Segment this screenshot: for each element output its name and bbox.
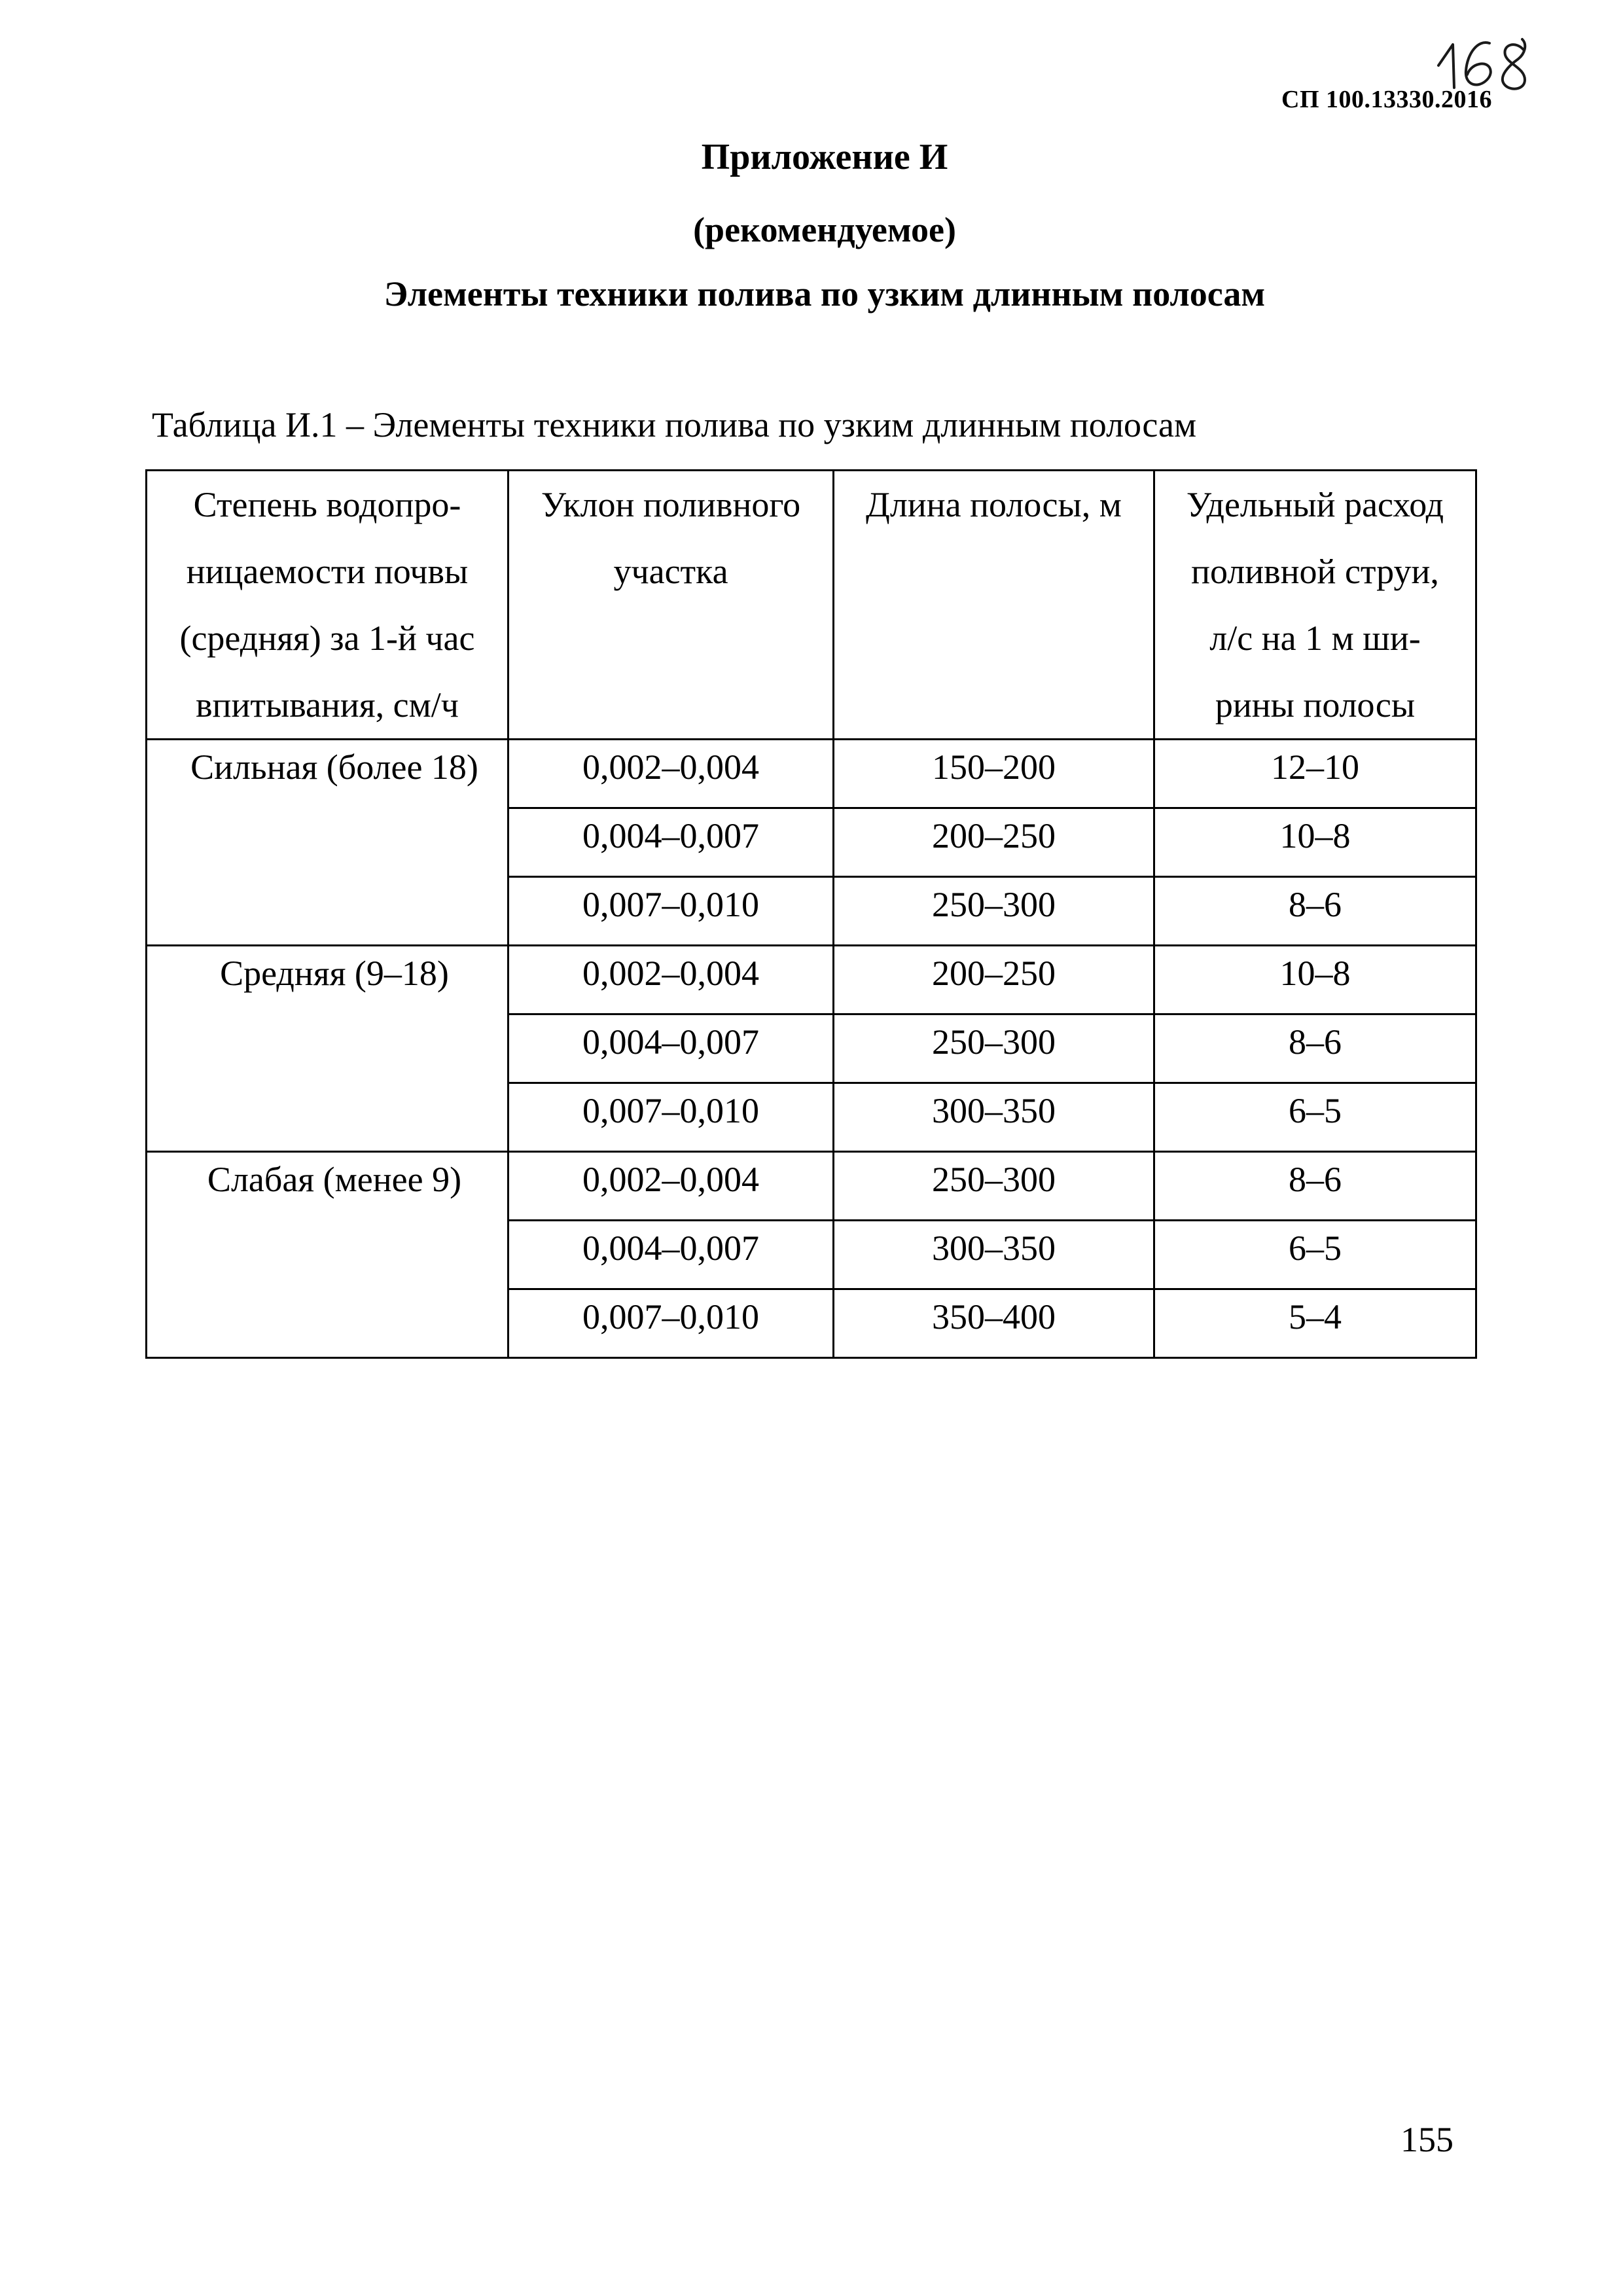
- length-cell: 300–350: [834, 1083, 1154, 1152]
- header-slope: [508, 471, 834, 740]
- slope-cell: 0,004–0,007: [508, 1014, 834, 1083]
- flow-cell: 8–6: [1154, 1152, 1476, 1221]
- length-cell: 150–200: [834, 740, 1154, 808]
- flow-cell: 6–5: [1154, 1221, 1476, 1289]
- flow-cell: 10–8: [1154, 808, 1476, 877]
- appendix-subject: Элементы техники полива по узким длинным полосам: [383, 274, 1266, 314]
- irrigation-table: [145, 469, 1477, 1359]
- table-header-row: [147, 471, 1476, 740]
- group-label-strong: Сильная (более 18): [147, 740, 508, 946]
- page-number: 155: [1400, 2120, 1454, 2159]
- flow-cell: 5–4: [1154, 1289, 1476, 1358]
- header-text: участка: [613, 552, 728, 591]
- slope-cell: 0,007–0,010: [508, 1289, 834, 1358]
- header-text: Уклон поливного: [541, 485, 801, 524]
- header-text: (средняя) за 1-й час: [179, 619, 475, 658]
- header-text: Удельный расход: [1186, 485, 1444, 524]
- flow-cell: 10–8: [1154, 946, 1476, 1014]
- length-cell: 200–250: [834, 946, 1154, 1014]
- header-text: поливной струи,: [1191, 552, 1439, 591]
- slope-cell: 0,002–0,004: [508, 740, 834, 808]
- table-caption: Таблица И.1 – Элементы техники полива по узким длинным полосам: [152, 405, 1197, 444]
- flow-cell: 12–10: [1154, 740, 1476, 808]
- header-text: Степень водопро-: [193, 485, 461, 524]
- length-cell: 250–300: [834, 877, 1154, 946]
- header-text: л/с на 1 м ши-: [1209, 619, 1421, 658]
- slope-cell: 0,002–0,004: [508, 946, 834, 1014]
- appendix-title: Приложение И: [701, 137, 948, 177]
- slope-cell: 0,007–0,010: [508, 1083, 834, 1152]
- header-text: Длина полосы, м: [866, 485, 1122, 524]
- header-permeability: [147, 471, 508, 740]
- table-row: [147, 740, 1476, 808]
- header-flow-rate: [1154, 471, 1476, 740]
- group-label-weak: Слабая (менее 9): [147, 1152, 508, 1358]
- slope-cell: 0,004–0,007: [508, 808, 834, 877]
- slope-cell: 0,002–0,004: [508, 1152, 834, 1221]
- flow-cell: 6–5: [1154, 1083, 1476, 1152]
- header-text: ницаемости почвы: [186, 552, 469, 591]
- group-label-medium: Средняя (9–18): [147, 946, 508, 1152]
- length-cell: 250–300: [834, 1152, 1154, 1221]
- table-row: [147, 946, 1476, 1014]
- table-row: [147, 1152, 1476, 1221]
- slope-cell: 0,004–0,007: [508, 1221, 834, 1289]
- flow-cell: 8–6: [1154, 1014, 1476, 1083]
- length-cell: 200–250: [834, 808, 1154, 877]
- header-text: рины полосы: [1215, 685, 1416, 725]
- document-code: СП 100.13330.2016: [1281, 86, 1492, 113]
- appendix-status: (рекомендуемое): [693, 210, 956, 249]
- length-cell: 350–400: [834, 1289, 1154, 1358]
- flow-cell: 8–6: [1154, 877, 1476, 946]
- header-text: впитывания, см/ч: [196, 685, 459, 725]
- length-cell: 250–300: [834, 1014, 1154, 1083]
- slope-cell: 0,007–0,010: [508, 877, 834, 946]
- header-strip-length: [834, 471, 1154, 740]
- length-cell: 300–350: [834, 1221, 1154, 1289]
